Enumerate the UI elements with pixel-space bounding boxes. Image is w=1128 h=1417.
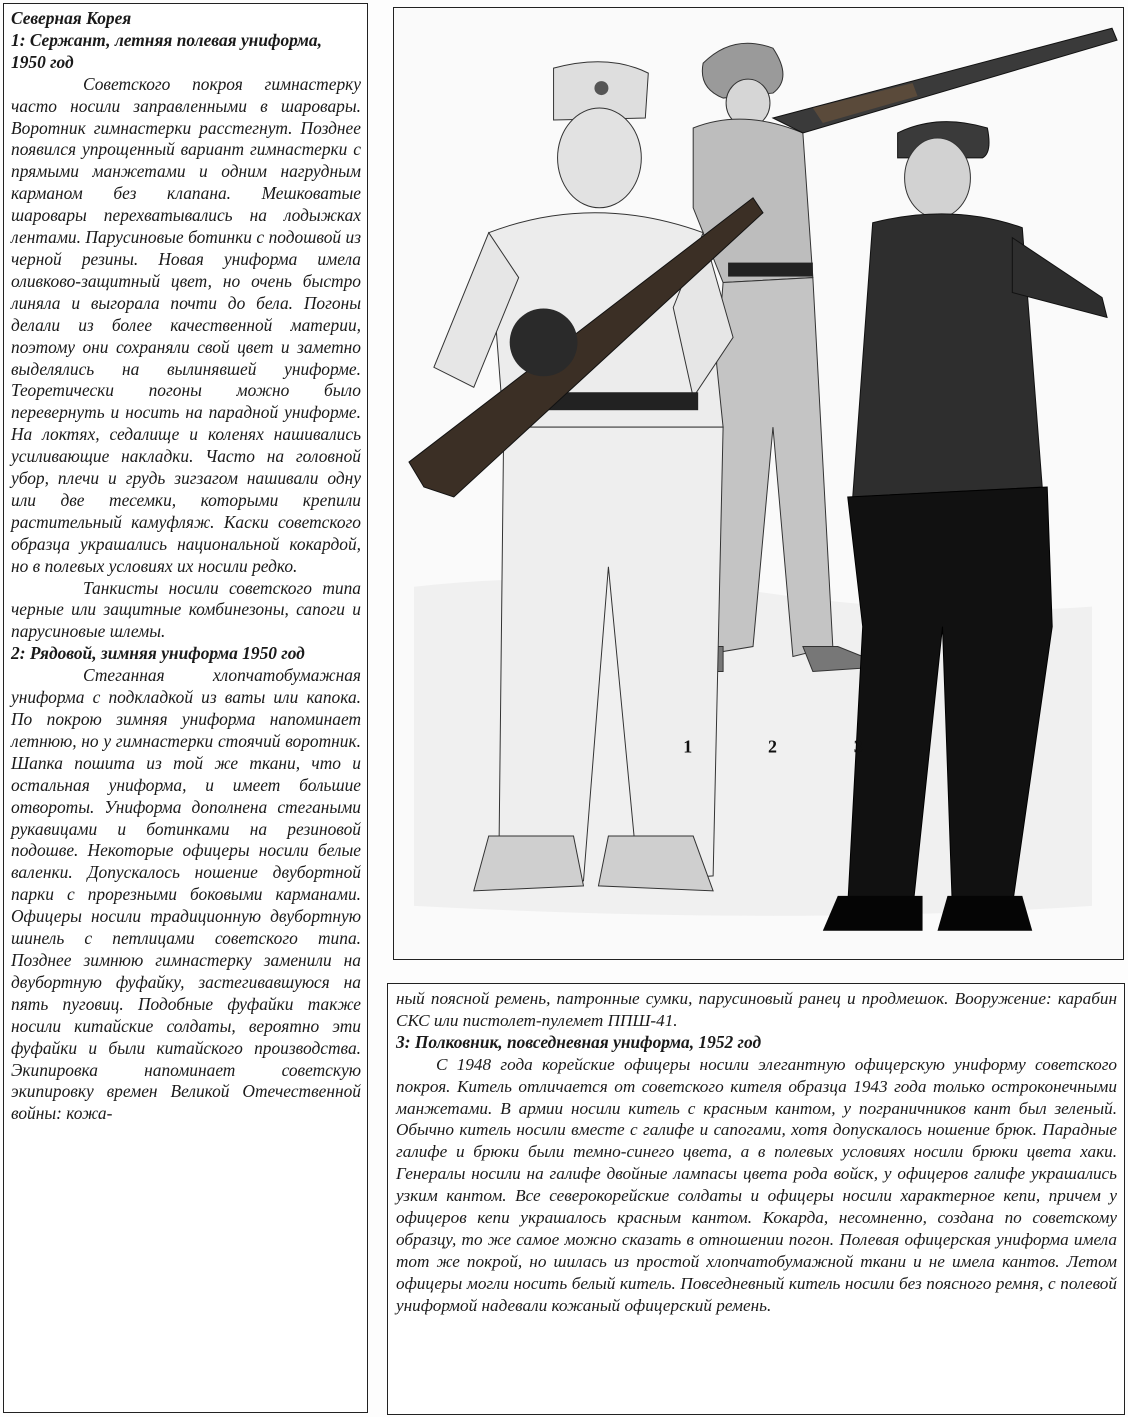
paragraph-continuation: ный поясной ремень, патронные сумки, парусиновый ранец и продмешок. Вооружение: карабин СКС или пистолет-пулемет ППШ-41.	[396, 989, 1117, 1030]
section-heading-1: 1: Сержант, летняя полевая униформа, 1950 год	[11, 29, 322, 72]
paragraph-3: Стеганная хлопчатобумажная униформа с подкладкой из ваты или капока. По покрою зимняя униформа напоминает летнюю, но у гимнастерки стоячий воротник. Шапка пошита из той же ткани, что и остальная униформа, и имеет большие отвороты. Униформа дополнена стегаными рукавицами и ботинками на резиновой подошве. Некоторые офицеры носили белые валенки. Допускалось ношение двубортной парки с прорезными боковыми карманами. Офицеры носили традиционную двубортную шинель с петлицами советского типа. Позднее зимнюю гимнастерку заменили на двубортную фуфайку, застегивавшуюся на пять пуговиц. Подобные фуфайки также носили китайские солдаты, вероятно эти фуфайки и были китайского производства. Экипировка напоминает советскую экипировку времен Великой Отечественной войны: кожа-	[11, 665, 361, 1124]
country-heading: Северная Корея	[11, 8, 132, 28]
soldiers-illustration	[394, 8, 1123, 959]
figure-label-1: 1	[683, 736, 693, 757]
paragraph-1: Советского покроя гимнастерку часто носили заправленными в шаровары. Воротник гимнастерки расстегнут. Позднее появился упрощенный вариант гимнастерки с прямыми манжетами и одним нагрудным карманом без клапана. Мешковатые шаровары перехватывались на лодыжках лентами. Парусиновые ботинки с подошвой из черной резины. Новая униформа имела оливково-защитный цвет, но очень быстро линяла и выгорала почти до бела. Погоны делали из более качественной материи, поэтому они сохраняли свой цвет и заметно выделялись на вылинявшей униформе. Теоретически погоны можно было перевернуть и носить на парадной униформе. На локтях, седалище и коленях нашивались усиливающие накладки. Часто на головной убор, плечи и грудь зигзагом нашивали одну или две тесемки, которыми крепили растительный камуфляж. Каски советского образца украшались национальной кокардой, но в полевых условиях их носили редко.	[11, 73, 361, 576]
left-text-column	[3, 3, 368, 1413]
figure-label-2: 2	[767, 736, 777, 757]
paragraph-2: Танкисты носили советского типа черные или защитные комбинезоны, сапоги и парусиновые шлемы.	[11, 577, 361, 642]
bottom-text-column	[387, 983, 1125, 1415]
illustration-plate	[393, 7, 1124, 960]
section-heading-2: 2: Рядовой, зимняя униформа 1950 год	[11, 643, 305, 664]
paragraph-4: С 1948 года корейские офицеры носили элегантную офицерскую униформу советского покроя. Китель отличается от советского кителя образца 1943 года только остроконечными манжетами. В армии носили китель с красным кантом, у пограничников кант был зеленый. Обычно китель носили вместе с галифе и сапогами, хотя допускалось ношение брюк. Парадные галифе и брюки были темно-синего цвета, а в полевых условиях носили брюки цвета хаки. Генералы носили на галифе двойные лампасы цвета рода войск, у офицеров галифе украшались узким кантом. Все северокорейские солдаты и офицеры носили характерное кепи, причем у офицеров кепи украшалось красным кантом. Кокарда, несомненно, создана по советскому образцу, то же самое можно сказать в отношении погон. Полевая офицерская униформа имела тот же покрой, но шилась из простой хлопчатобумажной ткани и не имела кантов. Летом офицеры могли носить белый китель. Повседневный китель носили без поясного ремня, с полевой униформой надевали кожаный офицерский ремень.	[396, 1054, 1117, 1315]
figure-label-3: 3	[853, 736, 863, 757]
section-heading-3: 3: Полковник, повседневная униформа, 1952 год	[396, 1031, 762, 1052]
